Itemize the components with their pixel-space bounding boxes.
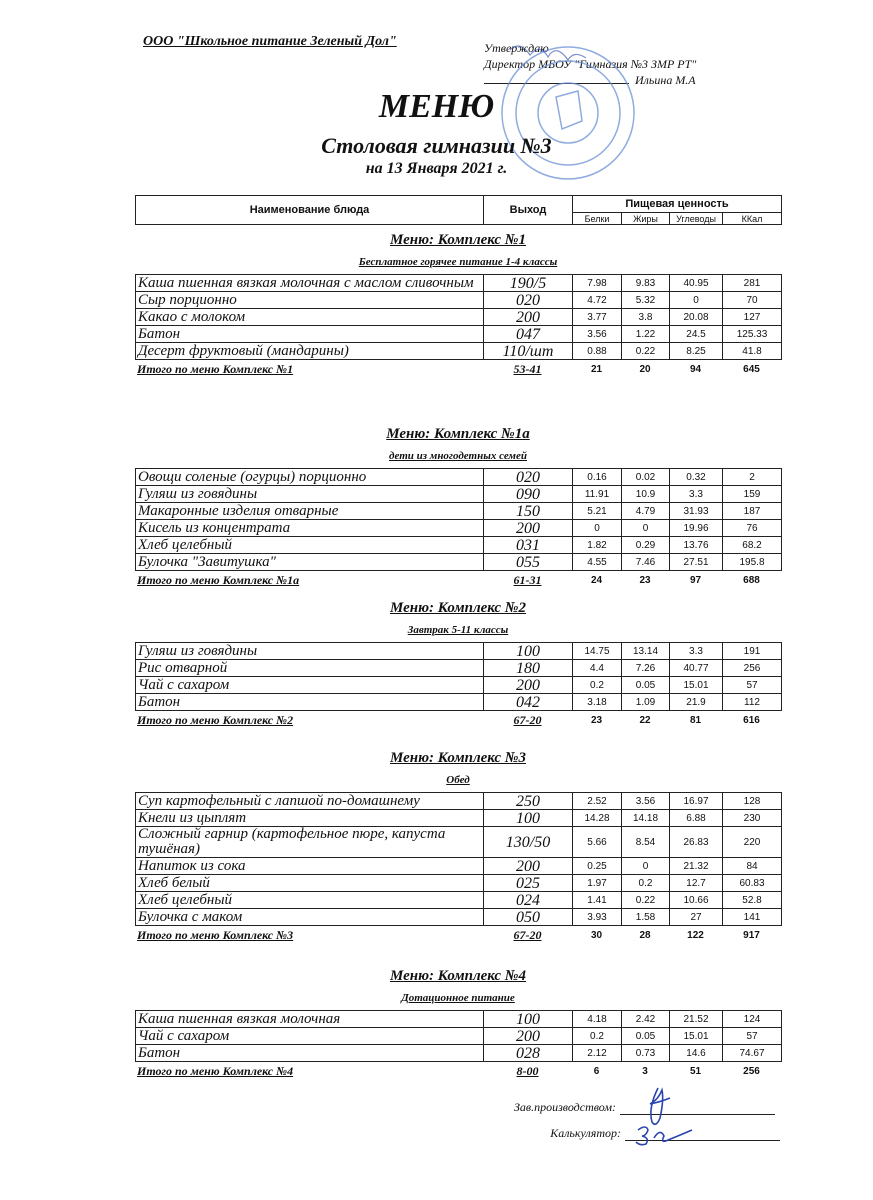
document-title: МЕНЮ (378, 88, 495, 125)
organization-name: ООО "Школьное питание Зеленый Дол" (143, 34, 397, 49)
cell-output: 200 (484, 677, 573, 694)
total-fat: 20 (639, 364, 651, 375)
table-row (136, 292, 782, 309)
total-carbs: 122 (687, 930, 704, 941)
cell-protein: 1.82 (573, 537, 622, 554)
cell-kcal: 127 (723, 309, 782, 326)
cell-carbs: 8.25 (670, 343, 723, 360)
section-subtitle: Завтрак 5-11 классы (407, 624, 509, 636)
cell-dish-name: Кнели из цыплят (136, 810, 484, 827)
cell-output: 031 (484, 537, 573, 554)
header-kcal: ККал (723, 213, 782, 225)
total-fat: 3 (642, 1066, 648, 1077)
cell-fat: 7.26 (622, 660, 670, 677)
total-dish-name (135, 928, 483, 943)
cell-carbs: 27.51 (670, 554, 723, 571)
cell-carbs: 21.32 (670, 858, 723, 875)
calculator-signature (430, 1126, 780, 1141)
total-output (483, 573, 572, 588)
cell-fat: 0.05 (622, 677, 670, 694)
menu-section (135, 426, 781, 588)
cell-dish-name: Сыр порционно (136, 292, 484, 309)
cell-kcal: 256 (723, 660, 782, 677)
total-kcal: 688 (743, 575, 760, 586)
cell-kcal: 141 (723, 909, 782, 926)
cell-kcal: 68.2 (723, 537, 782, 554)
cell-fat: 4.79 (622, 503, 670, 520)
table-row (136, 520, 782, 537)
cell-fat: 1.22 (622, 326, 670, 343)
cell-carbs: 19.96 (670, 520, 723, 537)
header-output: Выход (484, 196, 573, 225)
total-kcal: 256 (743, 1066, 760, 1077)
approval-label: Утверждаю (484, 41, 549, 55)
cell-kcal: 41.8 (723, 343, 782, 360)
total-protein: 21 (590, 364, 603, 375)
total-table (135, 362, 781, 377)
cell-protein: 0 (573, 520, 622, 537)
cell-carbs: 20.08 (670, 309, 723, 326)
table-row (136, 486, 782, 503)
cell-kcal: 230 (723, 810, 782, 827)
cell-fat: 0.22 (622, 343, 670, 360)
menu-section (135, 750, 781, 943)
section-subtitle: Дотационное питание (401, 992, 515, 1004)
cell-kcal: 220 (723, 827, 782, 858)
cell-kcal: 112 (723, 694, 782, 711)
cell-fat: 13.14 (622, 643, 670, 660)
menu-table (135, 468, 782, 571)
cell-output: 042 (484, 694, 573, 711)
cell-output: 100 (484, 643, 573, 660)
total-dish-name (135, 573, 483, 588)
cell-protein: 7.98 (573, 275, 622, 292)
cell-protein: 0.16 (573, 469, 622, 486)
cell-protein: 5.66 (573, 827, 622, 858)
cell-protein: 11.91 (573, 486, 622, 503)
cell-fat: 0.02 (622, 469, 670, 486)
total-dish-name-text: Итого по меню Комплекс №3 (137, 928, 294, 942)
cell-kcal: 76 (723, 520, 782, 537)
cell-output: 047 (484, 326, 573, 343)
cell-dish-name: Рис отварной (136, 660, 484, 677)
total-output (483, 928, 572, 943)
table-row (136, 275, 782, 292)
cell-fat: 9.83 (622, 275, 670, 292)
cell-kcal: 187 (723, 503, 782, 520)
header-nutrition: Пищевая ценность (573, 196, 782, 213)
total-kcal: 645 (743, 364, 760, 375)
cell-protein: 2.52 (573, 793, 622, 810)
handwritten-signatures (630, 1080, 710, 1150)
cell-fat: 0.05 (622, 1028, 670, 1045)
cell-carbs: 40.95 (670, 275, 723, 292)
total-output-text: 67-20 (513, 713, 542, 727)
cell-output: 110/шт (484, 343, 573, 360)
total-dish-name-text: Итого по меню Комплекс №1 (137, 362, 294, 376)
cell-carbs: 12.7 (670, 875, 723, 892)
total-output-text: 53-41 (513, 362, 542, 376)
total-dish-name-text: Итого по меню Комплекс №2 (137, 713, 294, 727)
table-row (136, 1028, 782, 1045)
cell-output: 250 (484, 793, 573, 810)
table-row (136, 827, 782, 858)
cell-carbs: 3.3 (670, 486, 723, 503)
cell-fat: 0 (622, 858, 670, 875)
cell-protein: 3.77 (573, 309, 622, 326)
cell-dish-name: Кисель из концентрата (136, 520, 484, 537)
menu-table (135, 792, 782, 926)
total-carbs: 51 (689, 1066, 702, 1077)
table-row (136, 892, 782, 909)
cell-protein: 3.93 (573, 909, 622, 926)
production-signature (430, 1100, 775, 1115)
cell-output: 200 (484, 309, 573, 326)
cell-kcal: 70 (723, 292, 782, 309)
total-table (135, 928, 781, 943)
cell-kcal: 52.8 (723, 892, 782, 909)
cell-carbs: 14.6 (670, 1045, 723, 1062)
cell-output: 028 (484, 1045, 573, 1062)
cell-dish-name: Сложный гарнир (картофельное пюре, капуста тушёная) (136, 827, 484, 858)
cell-kcal: 60.83 (723, 875, 782, 892)
section-title: Меню: Комплекс №3 (390, 750, 526, 766)
section-title: Меню: Комплекс №1 (390, 232, 526, 248)
table-row (136, 309, 782, 326)
cell-output: 100 (484, 810, 573, 827)
total-table (135, 1064, 781, 1079)
menu-section (135, 968, 781, 1079)
total-fat: 22 (639, 715, 651, 726)
cell-fat: 10.9 (622, 486, 670, 503)
cell-carbs: 21.9 (670, 694, 723, 711)
cell-kcal: 125.33 (723, 326, 782, 343)
cell-protein: 5.21 (573, 503, 622, 520)
total-output (483, 713, 572, 728)
table-row (136, 554, 782, 571)
table-row (136, 810, 782, 827)
table-row (136, 1045, 782, 1062)
column-header-table (135, 195, 782, 225)
header-carbs: Углеводы (670, 213, 723, 225)
cell-protein: 4.18 (573, 1011, 622, 1028)
cell-dish-name: Булочка с маком (136, 909, 484, 926)
menu-section (135, 232, 781, 377)
section-subtitle: Обед (446, 774, 470, 786)
cell-fat: 2.42 (622, 1011, 670, 1028)
header-protein: Белки (573, 213, 622, 225)
cell-carbs: 6.88 (670, 810, 723, 827)
cell-output: 150 (484, 503, 573, 520)
cell-output: 020 (484, 469, 573, 486)
total-dish-name-text: Итого по меню Комплекс №1а (137, 573, 300, 587)
cell-dish-name: Батон (136, 1045, 484, 1062)
total-protein: 23 (590, 715, 603, 726)
menu-table (135, 1010, 782, 1062)
cell-output: 200 (484, 1028, 573, 1045)
cell-dish-name: Овощи соленые (огурцы) порционно (136, 469, 484, 486)
cell-output: 020 (484, 292, 573, 309)
header-fat: Жиры (622, 213, 670, 225)
total-kcal: 616 (743, 715, 760, 726)
cell-dish-name: Напиток из сока (136, 858, 484, 875)
cell-fat: 3.8 (622, 309, 670, 326)
total-dish-name (135, 713, 483, 728)
cell-output: 050 (484, 909, 573, 926)
total-protein: 6 (593, 1066, 600, 1077)
cell-protein: 14.75 (573, 643, 622, 660)
cell-fat: 8.54 (622, 827, 670, 858)
cell-kcal: 57 (723, 677, 782, 694)
cell-output: 200 (484, 520, 573, 537)
cell-output: 100 (484, 1011, 573, 1028)
cell-fat: 0 (622, 520, 670, 537)
cell-protein: 3.56 (573, 326, 622, 343)
cell-output: 200 (484, 858, 573, 875)
cell-carbs: 0.32 (670, 469, 723, 486)
section-title: Меню: Комплекс №4 (390, 968, 526, 984)
table-row (136, 326, 782, 343)
total-row (135, 928, 781, 943)
cell-dish-name: Макаронные изделия отварные (136, 503, 484, 520)
cell-protein: 4.72 (573, 292, 622, 309)
cell-carbs: 3.3 (670, 643, 723, 660)
total-fat: 28 (639, 930, 651, 941)
cell-output: 190/5 (484, 275, 573, 292)
cell-fat: 7.46 (622, 554, 670, 571)
cell-output: 130/50 (484, 827, 573, 858)
cell-dish-name: Хлеб белый (136, 875, 484, 892)
cell-kcal: 2 (723, 469, 782, 486)
table-row (136, 537, 782, 554)
total-dish-name (135, 1064, 483, 1079)
cell-carbs: 31.93 (670, 503, 723, 520)
cell-output: 025 (484, 875, 573, 892)
cell-protein: 2.12 (573, 1045, 622, 1062)
cell-output: 180 (484, 660, 573, 677)
cell-dish-name: Гуляш из говядины (136, 486, 484, 503)
cell-dish-name: Каша пшенная вязкая молочная с маслом сливочным (136, 275, 484, 292)
total-row (135, 362, 781, 377)
cell-carbs: 16.97 (670, 793, 723, 810)
cell-fat: 14.18 (622, 810, 670, 827)
section-subtitle: дети из многодетных семей (389, 450, 527, 462)
cell-dish-name: Чай с сахаром (136, 677, 484, 694)
calculator-label: Калькулятор: (550, 1126, 621, 1140)
document-subtitle: Столовая гимназии №3 (321, 133, 552, 158)
cell-kcal: 191 (723, 643, 782, 660)
table-row (136, 343, 782, 360)
cell-carbs: 10.66 (670, 892, 723, 909)
total-carbs: 97 (689, 575, 702, 586)
table-row (136, 793, 782, 810)
production-label: Зав.производством: (513, 1100, 616, 1114)
cell-kcal: 281 (723, 275, 782, 292)
director-name: Ильина М.А (635, 73, 696, 87)
cell-fat: 3.56 (622, 793, 670, 810)
cell-protein: 1.41 (573, 892, 622, 909)
table-row (136, 875, 782, 892)
cell-protein: 4.4 (573, 660, 622, 677)
cell-dish-name: Какао с молоком (136, 309, 484, 326)
cell-output: 055 (484, 554, 573, 571)
cell-protein: 14.28 (573, 810, 622, 827)
cell-dish-name: Батон (136, 326, 484, 343)
cell-dish-name: Чай с сахаром (136, 1028, 484, 1045)
cell-fat: 1.58 (622, 909, 670, 926)
menu-date: на 13 Января 2021 г. (365, 160, 508, 177)
total-carbs: 81 (689, 715, 702, 726)
menu-table (135, 642, 782, 711)
cell-protein: 4.55 (573, 554, 622, 571)
total-protein: 30 (590, 930, 603, 941)
cell-dish-name: Десерт фруктовый (мандарины) (136, 343, 484, 360)
cell-carbs: 0 (670, 292, 723, 309)
cell-kcal: 128 (723, 793, 782, 810)
total-protein: 24 (590, 575, 603, 586)
section-subtitle: Бесплатное горячее питание 1-4 классы (358, 256, 558, 268)
section-title: Меню: Комплекс №2 (390, 600, 526, 616)
total-output (483, 362, 572, 377)
total-fat: 23 (639, 575, 651, 586)
total-carbs: 94 (689, 364, 702, 375)
cell-dish-name: Хлеб целебный (136, 892, 484, 909)
cell-kcal: 159 (723, 486, 782, 503)
table-row (136, 469, 782, 486)
cell-protein: 0.2 (573, 677, 622, 694)
cell-protein: 3.18 (573, 694, 622, 711)
total-output-text: 8-00 (516, 1064, 539, 1078)
cell-carbs: 21.52 (670, 1011, 723, 1028)
cell-kcal: 74.67 (723, 1045, 782, 1062)
table-row (136, 677, 782, 694)
cell-carbs: 13.76 (670, 537, 723, 554)
section-title: Меню: Комплекс №1а (386, 426, 530, 442)
cell-output: 024 (484, 892, 573, 909)
cell-carbs: 15.01 (670, 677, 723, 694)
header-dish-name: Наименование блюда (136, 196, 484, 225)
cell-kcal: 57 (723, 1028, 782, 1045)
cell-dish-name: Каша пшенная вязкая молочная (136, 1011, 484, 1028)
total-output-text: 67-20 (513, 928, 542, 942)
cell-dish-name: Гуляш из говядины (136, 643, 484, 660)
table-row (136, 909, 782, 926)
cell-protein: 0.2 (573, 1028, 622, 1045)
cell-carbs: 40.77 (670, 660, 723, 677)
total-row (135, 713, 781, 728)
cell-carbs: 15.01 (670, 1028, 723, 1045)
total-row (135, 1064, 781, 1079)
cell-dish-name: Батон (136, 694, 484, 711)
total-table (135, 713, 781, 728)
cell-carbs: 27 (670, 909, 723, 926)
table-row (136, 503, 782, 520)
total-output-text: 61-31 (513, 573, 542, 587)
total-output (483, 1064, 572, 1079)
cell-kcal: 84 (723, 858, 782, 875)
total-table (135, 573, 781, 588)
cell-protein: 0.25 (573, 858, 622, 875)
cell-protein: 1.97 (573, 875, 622, 892)
cell-carbs: 26.83 (670, 827, 723, 858)
total-kcal: 917 (743, 930, 760, 941)
approval-position: Директор МБОУ "Гимназия №3 ЗМР РТ" (484, 57, 697, 71)
cell-output: 090 (484, 486, 573, 503)
table-row (136, 643, 782, 660)
table-row (136, 1011, 782, 1028)
total-row (135, 573, 781, 588)
cell-protein: 0.88 (573, 343, 622, 360)
cell-kcal: 195.8 (723, 554, 782, 571)
cell-dish-name: Суп картофельный с лапшой по-домашнему (136, 793, 484, 810)
cell-fat: 0.73 (622, 1045, 670, 1062)
total-dish-name-text: Итого по меню Комплекс №4 (137, 1064, 294, 1078)
menu-section (135, 600, 781, 728)
table-row (136, 694, 782, 711)
cell-carbs: 24.5 (670, 326, 723, 343)
table-row (136, 660, 782, 677)
cell-fat: 0.29 (622, 537, 670, 554)
cell-kcal: 124 (723, 1011, 782, 1028)
menu-table (135, 274, 782, 360)
table-row (136, 858, 782, 875)
total-dish-name (135, 362, 483, 377)
cell-fat: 1.09 (622, 694, 670, 711)
cell-fat: 0.2 (622, 875, 670, 892)
cell-dish-name: Булочка "Завитушка" (136, 554, 484, 571)
cell-fat: 0.22 (622, 892, 670, 909)
cell-fat: 5.32 (622, 292, 670, 309)
cell-dish-name: Хлеб целебный (136, 537, 484, 554)
